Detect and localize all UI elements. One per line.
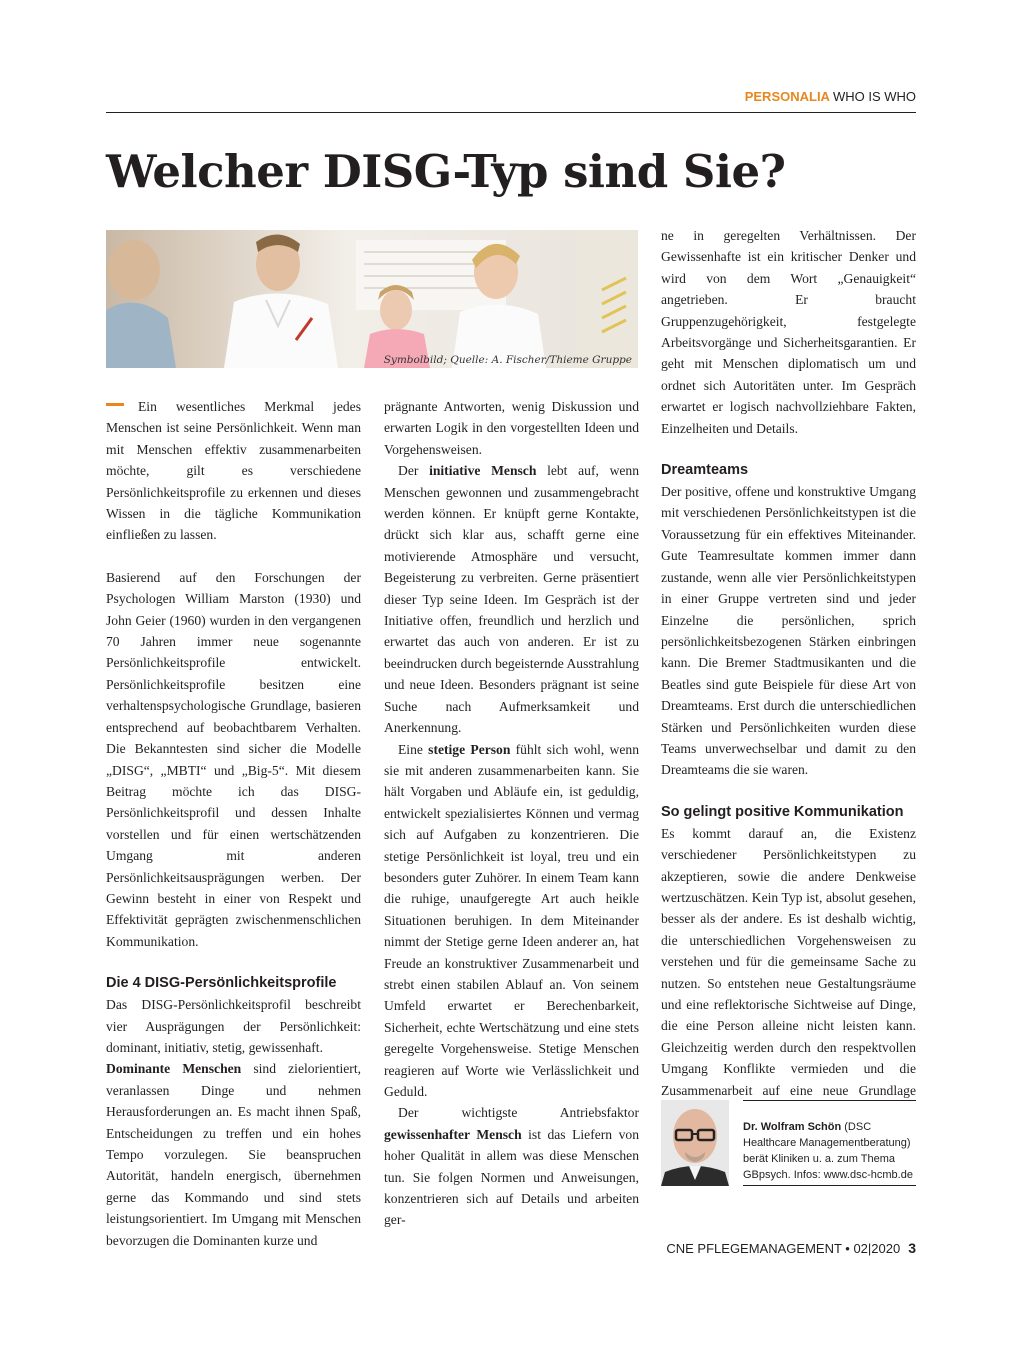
author-info [743,1100,916,1186]
nurses-photo-illustration [106,230,638,368]
paragraph: prägnante Antworten, wenig Diskussion und erwarten Logik in den vorgestellten Ideen und Vorgehensweisen. [384,399,639,457]
paragraph-text: Der wichtigste Antriebsfaktor [398,1105,639,1121]
journal-info: CNE PFLEGEMANAGEMENT • 02|2020 [666,1241,901,1256]
author-bio: (DSC Healthcare Managementberatung) berät Kliniken u. a. zum Thema GBpsych. Infos: www.dsc-hcmb.de [743,1121,913,1181]
paragraph-text: Eine [398,741,429,757]
paragraph-text: ist das Liefern von hoher Qualität in allem was diese Menschen tun. Sie folgen Normen und Anweisungen, konzentrieren sich auf Details und arbeiten ger- [384,1126,639,1228]
article-title: Welcher DISG-Typ sind Sie? [106,145,786,198]
article-photo [106,230,638,368]
bold-term: Dominante Menschen [106,1061,242,1077]
bold-term: gewissenhafter Mensch [384,1126,522,1142]
paragraph [384,739,639,1103]
column-3 [661,225,916,1122]
paragraph-text: lebt auf, wenn Menschen gewonnen und zusammengebracht werden können. Er knüpft gerne Kontakte, drückt sich klar aus, schafft gerne eine motivierende Atmosphäre und versucht, Begeisterung zu verbreiten. Gerne präsentiert dieser Typ seine Ideen. Im Gespräch ist der Initiative offen, freundlich und herzlich und erwartet das auch von anderen. Er ist zu beeindrucken durch begeisternde Ausstrahlung und neue Ideen. Besonders prägnant ist seine Suche nach Aufmerksamkeit und Anerkennung. [384,463,640,736]
paragraph-text: sind zielorientiert, veranlassen Dinge und nehmen Herausforderungen an. Es macht ihnen Spaß, Entscheidungen zu treffen und ein hohes Tempo vorzulegen. Sie beanspruchen Autorität, handeln energisch, übernehmen gerne das Kommando und sind stets leistungsorientiert. Im Umgang mit Menschen bevorzugen die Dominanten kurze und [106,1061,361,1248]
section-heading: Dreamteams [661,462,749,479]
intro-text: Ein wesentliches Merkmal jedes Menschen ist seine Persönlichkeit. Wenn man mit Menschen effektiv zusammenarbeiten möchte, gilt es verschiedene Persönlichkeitsprofile zu erkennen und dieses Wissen in die tägliche Kommunikation einfließen zu lassen. [106,399,361,543]
paragraph-text: fühlt sich wohl, wenn sie mit anderen zusammenarbeiten kann. Sie hält Vorgaben und Abläufe ein, ist geduldig, entwickelt spezialisiertes Können und vermag sich auf Aufgaben zu konzentrieren. Die stetige Persönlichkeit ist loyal, treu und ein besonders guter Zuhörer. In einem Team kann die ruhige, unaufgeregte Art auch heikle Situationen beruhigen. In dem Miteinander nimmt der Stetige gerne Ideen anderer an, hat Freude an konstruktiver Zusammenarbeit und strebt einen stabilen Ablauf an. Von seinem Umfeld erwartet er Berechenbarkeit, Sicherheit, echte Wertschätzung und eine stets geregelte Vorgehensweise. Stetige Menschen reagieren auf Worte wie Verlässlichkeit und Geduld. [384,741,639,1099]
section-heading: So gelingt positive Kommunikation [661,803,904,820]
page-number: 3 [908,1240,916,1256]
paragraph [384,1102,639,1230]
paragraph [106,1058,361,1251]
paragraph: Es kommt darauf an, die Existenz verschiedener Persönlichkeitstypen zu akzeptieren, sowie die andere Denkweise wertzuschätzen. Kein Typ ist, absolut gesehen, besser als der andere. Es ist deshalb wichtig, die unterschiedlichen Vorgehensweisen zu verstehen und für die gemeinsame Sache zu nutzen. So entstehen neue Gestaltungsräume und eine reflektorische Sichtweise auf Dinge, die eine Person alleine nicht leisten kann. Gleichzeitig werden durch den respektvollen Umgang Konflikte vermieden und die Zusammenarbeit auf eine neue Grundlage [661,825,916,1098]
bold-term: stetige Person [428,741,511,757]
bold-term: initiative Mensch [429,463,537,479]
author-portrait [661,1100,729,1186]
author-box [661,1100,916,1186]
running-header [106,88,916,113]
paragraph-text: Der [398,463,430,479]
paragraph: Basierend auf den Forschungen der Psychologen William Marston (1930) und John Geier (1960) wurden in den vergangenen 70 Jahren immer neue sogenannte Persönlichkeitsprofile entwickelt. Persönlichkeitsprofile besitzen eine verhaltenspsychologische Grundlage, basieren entsprechend auf beobachtbarem Verhalten. Die Bekanntesten sind sicher die Modelle „DISG“, „MBTI“ und „Big-5“. Mit diesem Beitrag möchte ich das DISG-Persönlichkeitsprofil und dessen Inhalte vorstellen und für einen wertschätzenden Umgang mit anderen Persönlichkeitsausprägungen werben. Der Gewinn besteht in einer von Respekt und Effektivität geprägten zwischenmenschlichen Kommunikation. [106,569,361,949]
subsection-label: WHO IS WHO [832,89,916,104]
column-1 [106,396,361,1251]
section-label: PERSONALIA [744,89,830,104]
author-name: Dr. Wolfram Schön [743,1121,842,1133]
author-photo [661,1100,729,1186]
accent-dash [106,403,124,406]
intro-paragraph [106,396,361,546]
paragraph: ne in geregelten Verhältnissen. Der Gewissenhafte ist ein kritischer Denker und wird von dem Wort „Genauigkeit“ angetrieben. Er braucht Gruppenzugehörigkeit, festgelegte Arbeitsvorgänge und Sicherheitsgarantien. Er geht mit Menschen diplomatisch um und ordnet sich Autoritäten unter. Im Gespräch erwartet er logisch nachvollziehbare Fakten, Einzelheiten und Details. [661,228,916,436]
paragraph [384,460,639,738]
page-footer [666,1240,916,1256]
column-2 [384,396,639,1231]
paragraph: Das DISG-Persönlichkeitsprofil beschreibt vier Ausprägungen der Persönlichkeit: dominant, initiativ, stetig, gewissenhaft. [106,997,361,1055]
photo-caption: Symbolbild; Quelle: A. Fischer/Thieme Gruppe [383,354,632,366]
paragraph: Der positive, offene und konstruktive Umgang mit verschiedenen Persönlichkeitstypen ist die Voraussetzung für ein effektives Miteinander. Gute Teamresultate kommen immer dann zustande, wenn alle vier Persönlichkeitstypen in einer Gruppe vertreten sind und jeder Einzelne die persönlichen, sprich persönlichkeitsbezogenen Stärken einbringen kann. Die Bremer Stadtmusikanten und die Beatles sind gute Beispiele für diese Art von Dreamteams. Erst durch die unterschiedlichen Stärken und Persönlichkeiten wurden diese Teams unverwechselbar und damit zu den Dreamteams die sie waren. [661,484,916,778]
section-heading: Die 4 DISG-Persönlichkeitsprofile [106,975,337,992]
